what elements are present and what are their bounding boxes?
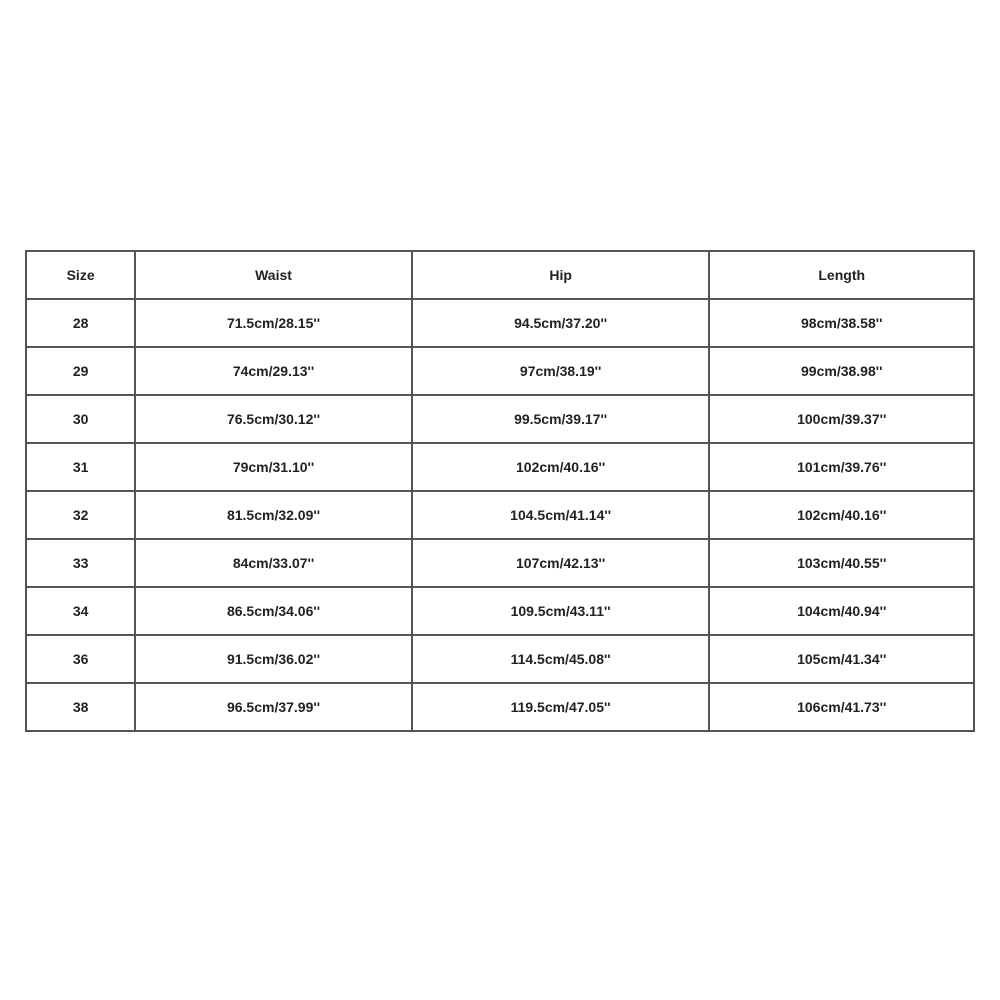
- table-row: [26, 635, 974, 683]
- cell-hip: 104.5cm/41.14'': [412, 491, 710, 539]
- table-row: [26, 683, 974, 731]
- cell-length: 100cm/39.37'': [709, 395, 974, 443]
- cell-length: 101cm/39.76'': [709, 443, 974, 491]
- cell-waist: 71.5cm/28.15'': [135, 299, 412, 347]
- table-row: [26, 395, 974, 443]
- cell-hip: 99.5cm/39.17'': [412, 395, 710, 443]
- table-row: [26, 347, 974, 395]
- table-header-row: [26, 251, 974, 299]
- table-row: [26, 443, 974, 491]
- cell-waist: 84cm/33.07'': [135, 539, 412, 587]
- cell-length: 98cm/38.58'': [709, 299, 974, 347]
- cell-size: 28: [26, 299, 135, 347]
- cell-length: 103cm/40.55'': [709, 539, 974, 587]
- header-waist: Waist: [135, 251, 412, 299]
- cell-length: 102cm/40.16'': [709, 491, 974, 539]
- cell-hip: 94.5cm/37.20'': [412, 299, 710, 347]
- cell-hip: 114.5cm/45.08'': [412, 635, 710, 683]
- cell-size: 30: [26, 395, 135, 443]
- cell-waist: 86.5cm/34.06'': [135, 587, 412, 635]
- cell-waist: 76.5cm/30.12'': [135, 395, 412, 443]
- header-length: Length: [709, 251, 974, 299]
- cell-size: 31: [26, 443, 135, 491]
- table-row: [26, 539, 974, 587]
- cell-size: 29: [26, 347, 135, 395]
- cell-size: 34: [26, 587, 135, 635]
- header-hip: Hip: [412, 251, 710, 299]
- header-size: Size: [26, 251, 135, 299]
- size-chart-table: [25, 250, 975, 732]
- cell-hip: 107cm/42.13'': [412, 539, 710, 587]
- cell-length: 105cm/41.34'': [709, 635, 974, 683]
- cell-hip: 119.5cm/47.05'': [412, 683, 710, 731]
- cell-waist: 91.5cm/36.02'': [135, 635, 412, 683]
- cell-waist: 81.5cm/32.09'': [135, 491, 412, 539]
- cell-length: 99cm/38.98'': [709, 347, 974, 395]
- cell-hip: 102cm/40.16'': [412, 443, 710, 491]
- cell-length: 104cm/40.94'': [709, 587, 974, 635]
- cell-hip: 97cm/38.19'': [412, 347, 710, 395]
- table-row: [26, 587, 974, 635]
- table-row: [26, 299, 974, 347]
- cell-waist: 74cm/29.13'': [135, 347, 412, 395]
- cell-length: 106cm/41.73'': [709, 683, 974, 731]
- cell-size: 36: [26, 635, 135, 683]
- cell-size: 38: [26, 683, 135, 731]
- cell-hip: 109.5cm/43.11'': [412, 587, 710, 635]
- cell-size: 32: [26, 491, 135, 539]
- table-row: [26, 491, 974, 539]
- cell-waist: 96.5cm/37.99'': [135, 683, 412, 731]
- cell-waist: 79cm/31.10'': [135, 443, 412, 491]
- cell-size: 33: [26, 539, 135, 587]
